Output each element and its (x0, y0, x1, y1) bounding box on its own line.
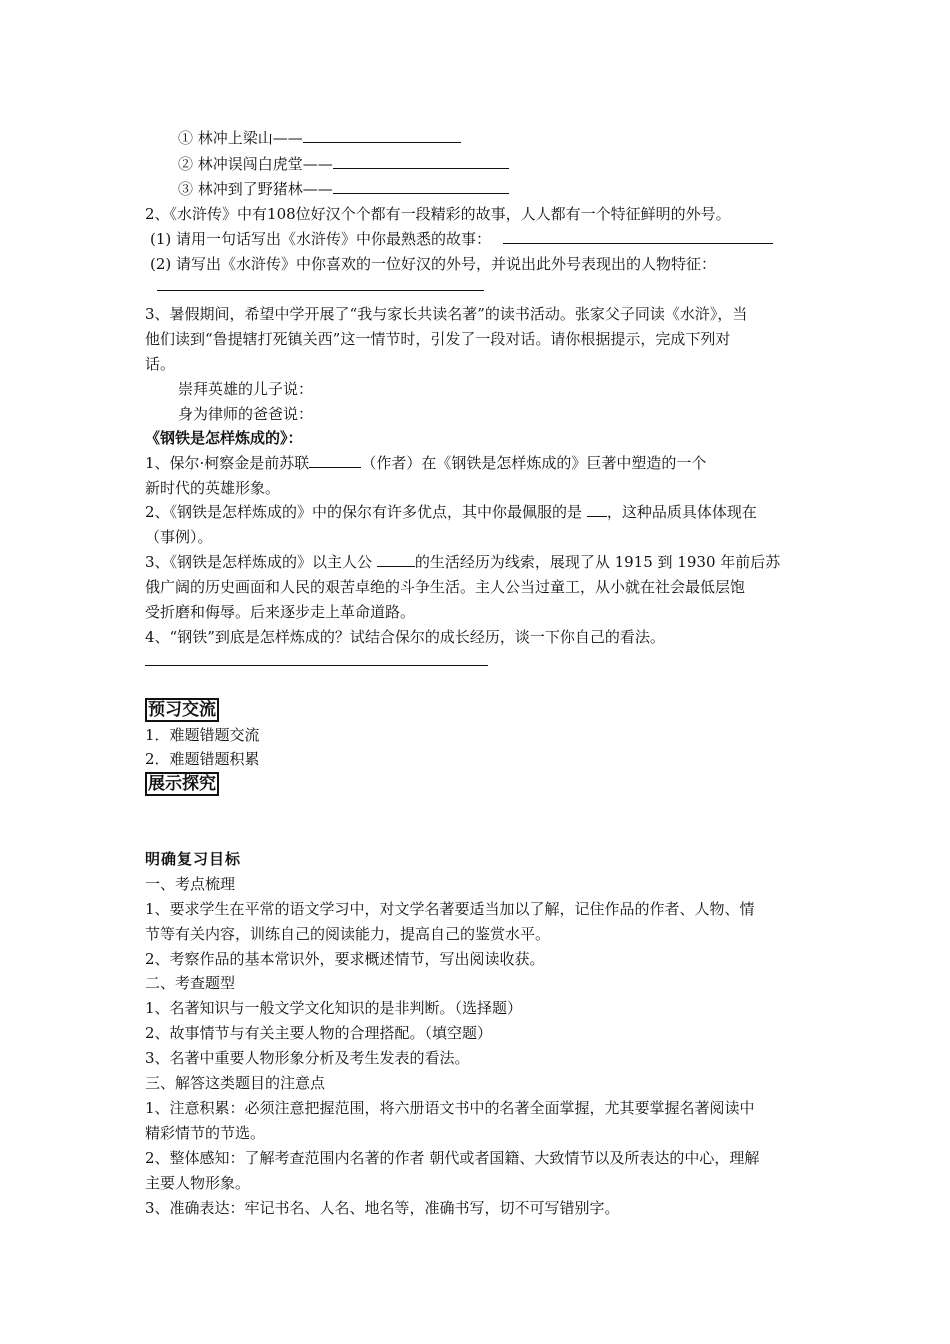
goal-line: 精彩情节的节选。 (145, 1124, 266, 1142)
explore-heading: 展示探究 (145, 772, 219, 796)
question-text: 4、“钢铁”到底是怎样炼成的？试结合保尔的成长经历，谈一下你自己的看法。 (145, 628, 665, 646)
goal-line: 3、名著中重要人物形象分析及考生发表的看法。 (145, 1049, 470, 1067)
list-item: 2．难题错题积累 (145, 750, 260, 768)
question-text: 3、《钢铁是怎样炼成的》以主人公 的生活经历为线索，展现了从 1915 到 1930 年前后苏 (145, 553, 781, 571)
goal-line: 1、要求学生在平常的语文学习中，对文学名著要适当加以了解，记住作品的作者、人物、情 (145, 900, 755, 918)
answer-blank[interactable] (503, 229, 773, 244)
question-text: 2、《水浒传》中有108位好汉个个都有一段精彩的故事，人人都有一个特征鲜明的外号。 (145, 205, 731, 223)
answer-blank[interactable] (145, 665, 488, 666)
goals-heading: 明确复习目标 (145, 850, 242, 868)
goal-line: 主要人物形象。 (145, 1174, 251, 1192)
question-text: （事例）。 (145, 528, 213, 546)
answer-blank[interactable] (333, 179, 509, 194)
answer-blank[interactable] (309, 453, 361, 468)
goal-line: 节等有关内容，训练自己的阅读能力，提高自己的鉴赏水平。 (145, 925, 551, 943)
answer-blank[interactable] (377, 552, 415, 567)
answer-blank[interactable] (303, 128, 461, 143)
goal-line: 1、名著知识与一般文学文化知识的是非判断。（选择题） (145, 999, 523, 1017)
linchong-item-2: ② 林冲误闯白虎堂—— (178, 152, 509, 176)
question-text: 受折磨和侮辱。后来逐步走上革命道路。 (145, 603, 416, 621)
linchong-item-1: ① 林冲上梁山—— (178, 126, 461, 150)
dialogue-son: 崇拜英雄的儿子说： (178, 380, 314, 398)
goal-line: 2、考察作品的基本常识外，要求概述情节，写出阅读收获。 (145, 950, 545, 968)
question-text: 俄广阔的历史画面和人民的艰苦卓绝的斗争生活。主人公当过童工，从小就在社会最低层饱 (145, 578, 746, 596)
goal-line: 3、准确表达：牢记书名、人名、地名等，准确书写，切不可写错别字。 (145, 1199, 620, 1217)
answer-blank[interactable] (333, 154, 509, 169)
question-text: 1、保尔·柯察金是前苏联 （作者）在《钢铁是怎样炼成的》巨著中塑造的一个 (145, 454, 707, 472)
question-text: 话。 (145, 355, 176, 373)
preview-heading: 预习交流 (145, 698, 219, 722)
question-text: 新时代的英雄形象。 (145, 479, 281, 497)
goal-line: 1、注意积累：必须注意把握范围，将六册语文书中的名著全面掌握，尤其要掌握名著阅读中 (145, 1099, 755, 1117)
question-text: 2、《钢铁是怎样炼成的》中的保尔有许多优点，其中你最佩服的是 ，这种品质具体体现在 (145, 503, 757, 521)
dialogue-father: 身为律师的爸爸说： (178, 405, 314, 423)
answer-blank[interactable] (587, 502, 607, 517)
answer-blank[interactable] (157, 290, 484, 291)
linchong-item-3: ③ 林冲到了野猪林—— (178, 177, 509, 201)
question-text: 他们读到“鲁提辖打死镇关西”这一情节时，引发了一段对话。请你根据提示，完成下列对 (145, 330, 731, 348)
section-title: 《钢铁是怎样炼成的》： (145, 429, 303, 447)
question-text: (2) 请写出《水浒传》中你喜欢的一位好汉的外号，并说出此外号表现出的人物特征： (150, 255, 717, 273)
goal-line: 三、解答这类题目的注意点 (145, 1074, 326, 1092)
question-text: 3、暑假期间，希望中学开展了“我与家长共读名著”的读书活动。张家父子同读《水浒》，当 (145, 305, 748, 323)
goal-line: 一、考点梳理 (145, 875, 236, 893)
goal-line: 2、整体感知：了解考查范围内名著的作者 朝代或者国籍、大致情节以及所表达的中心，理解 (145, 1149, 760, 1167)
question-text: (1) 请用一句话写出《水浒传》中你最熟悉的故事： (150, 227, 773, 251)
list-item: 1．难题错题交流 (145, 726, 260, 744)
goal-line: 2、故事情节与有关主要人物的合理搭配。（填空题） (145, 1024, 493, 1042)
goal-line: 二、考查题型 (145, 974, 236, 992)
